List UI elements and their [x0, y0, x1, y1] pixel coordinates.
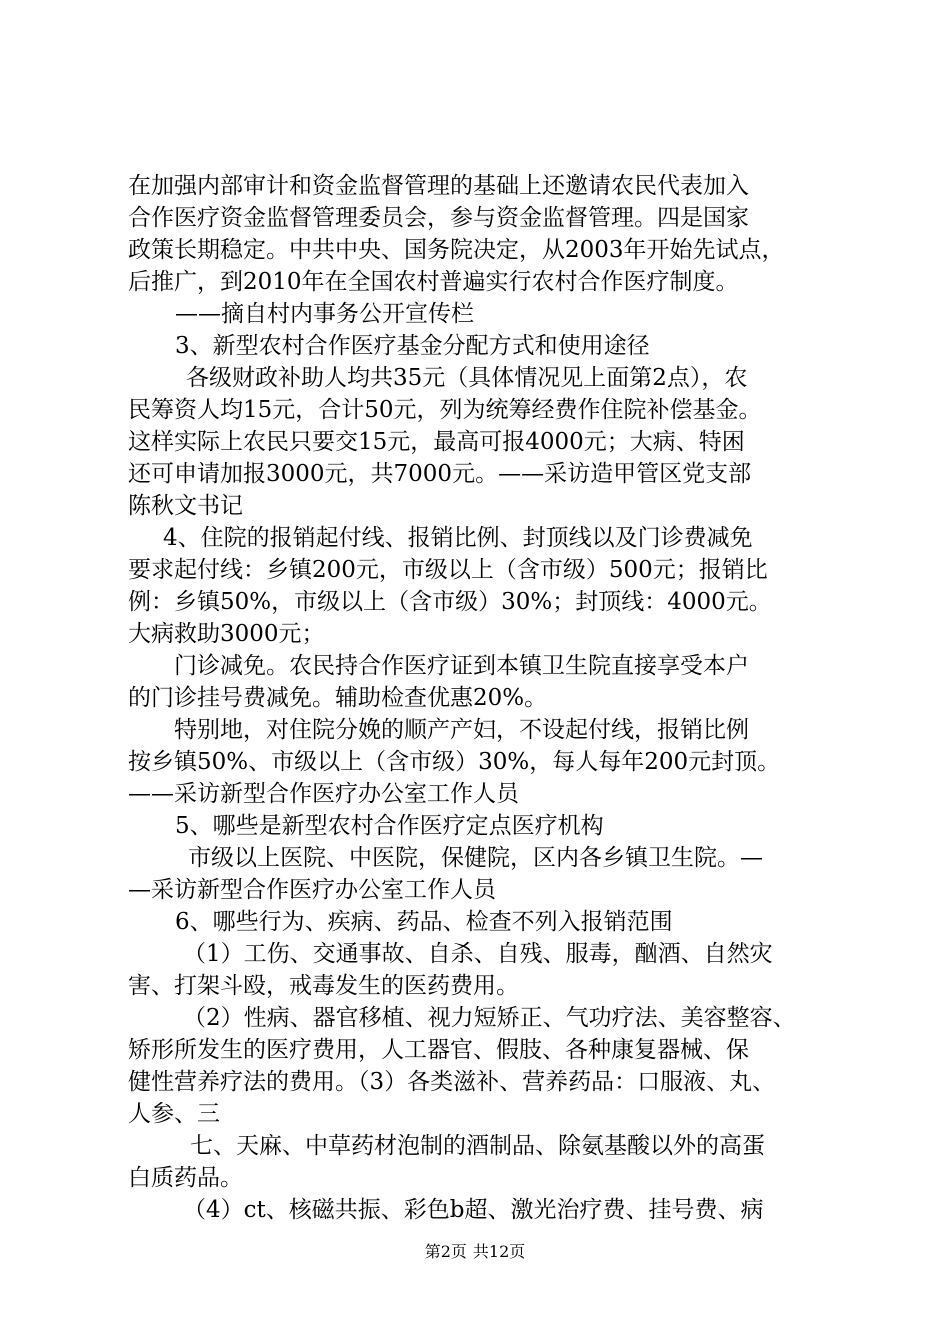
- list-item: （4）ct、核磁共振、彩色b超、激光治疗费、挂号费、病: [183, 1197, 764, 1223]
- section-heading: 5、哪些是新型农村合作医疗定点医疗机构: [175, 813, 604, 839]
- text-line: 在加强内部审计和资金监督管理的基础上还邀请农民代表加入: [128, 173, 749, 199]
- page-number: 第2页: [424, 1242, 467, 1261]
- section-heading: 3、新型农村合作医疗基金分配方式和使用途径: [175, 333, 650, 359]
- text-line: 各级财政补助人均共35元（具体情况见上面第2点），农: [186, 365, 748, 391]
- section-heading: 4、住院的报销起付线、报销比例、封顶线以及门诊费减免: [163, 525, 753, 551]
- text-line: 大病救助3000元；: [128, 621, 325, 647]
- text-line: —采访新型合作医疗办公室工作人员: [128, 877, 496, 903]
- body-text: [128, 170, 838, 1226]
- list-item: （2）性病、器官移植、视力短矫正、气功疗法、美容整容、: [183, 1005, 796, 1031]
- section-heading: 6、哪些行为、疾病、药品、检查不列入报销范围: [175, 909, 673, 935]
- list-item: （1）工伤、交通事故、自杀、自残、服毒，酗酒、自然灾: [183, 941, 773, 967]
- text-line: 按乡镇50%、市级以上（含市级）30%，每人每年200元封顶。: [128, 749, 781, 775]
- page-total: 共12页: [472, 1242, 526, 1261]
- source-note: ——采访新型合作医疗办公室工作人员: [128, 781, 519, 807]
- text-line: 后推广，到2010年在全国农村普遍实行农村合作医疗制度。: [128, 269, 739, 295]
- text-line: 害、打架斗殴，戒毒发生的医药费用。: [128, 973, 519, 999]
- text-line: 的门诊挂号费减免。辅助检查优惠20%。: [128, 685, 548, 711]
- text-line: 合作医疗资金监督管理委员会，参与资金监督管理。四是国家: [128, 205, 749, 231]
- text-line: 人参、三: [128, 1101, 220, 1127]
- text-line: 矫形所发生的医疗费用，人工器官、假肢、各种康复器械、保: [128, 1037, 749, 1063]
- text-line: 政策长期稳定。中共中央、国务院决定，从2003年开始先试点，: [128, 237, 785, 263]
- page-footer: [0, 1242, 950, 1262]
- text-line: 市级以上医院、中医院，保健院，区内各乡镇卫生院。—: [188, 845, 763, 871]
- text-line: 这样实际上农民只要交15元，最高可报4000元；大病、特困: [128, 429, 745, 455]
- source-note: ——摘自村内事务公开宣传栏: [175, 301, 474, 327]
- text-line: 白质药品。: [128, 1165, 243, 1191]
- text-line: 陈秋文书记: [128, 493, 243, 519]
- text-line: 例：乡镇50%，市级以上（含市级）30%；封顶线：4000元。: [128, 589, 772, 615]
- text-line: 健性营养疗法的费用。（3）各类滋补、营养药品：口服液、丸、: [128, 1069, 776, 1095]
- text-line: 门诊减免。农民持合作医疗证到本镇卫生院直接享受本户: [174, 653, 749, 679]
- text-line: 民筹资人均15元，合计50元，列为统筹经费作住院补偿基金。: [128, 397, 762, 423]
- text-line: 特别地，对住院分娩的顺产产妇，不设起付线，报销比例: [174, 717, 749, 743]
- text-line: 要求起付线：乡镇200元，市级以上（含市级）500元；报销比: [128, 557, 768, 583]
- text-line: 还可申请加报3000元，共7000元。——采访造甲管区党支部: [128, 461, 752, 487]
- text-line: 七、天麻、中草药材泡制的酒制品、除氨基酸以外的高蛋: [190, 1133, 765, 1159]
